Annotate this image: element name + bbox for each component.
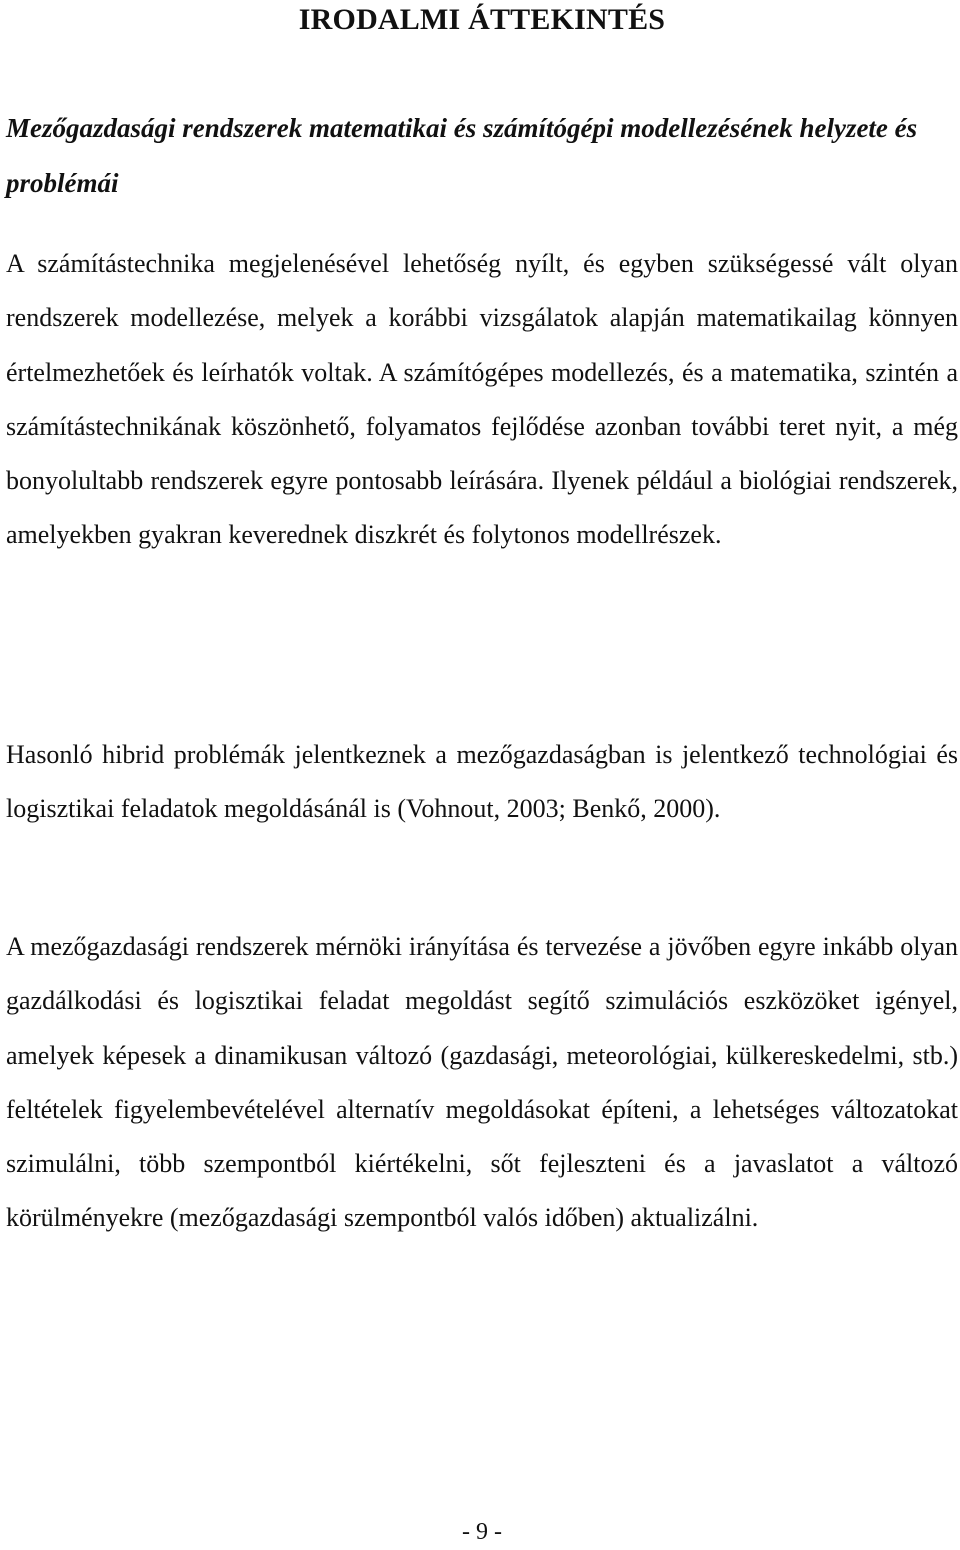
chapter-title: IRODALMI ÁTTEKINTÉS: [298, 3, 666, 36]
section-title: Mezőgazdasági rendszerek matematikai és számítógépi modellezésének helyzete és problémái: [6, 113, 918, 198]
body-paragraph: Hasonló hibrid problémák jelentkeznek a mezőgazdaságban is jelentkező technológiai és logisztikai feladatok megoldásánál is (Vohnout, 2003; Benkő, 2000).: [6, 740, 958, 824]
body-paragraph: A mezőgazdasági rendszerek mérnöki irányítása és tervezése a jövőben egyre inkább olyan gazdálkodási és logisztikai feladat megoldást segítő szimulációs eszközöket igényel, amelyek képesek a dinamikusan változó (gazdasági, meteorológiai, külkereskedelmi, stb.) feltételek figyelembevételével alternatív megoldásokat építeni, a lehetséges változatokat szimulálni, több szempontból kiértékelni, sőt fejleszteni és a javaslatot a változó körülményekre (mezőgazdasági szempontból valós időben) aktualizálni.: [6, 932, 958, 1233]
page-number: - 9 -: [462, 1519, 502, 1545]
body-paragraph: A számítástechnika megjelenésével lehetőség nyílt, és egyben szükségessé vált olyan rendszerek modellezése, melyek a korábbi vizsgálatok alapján matematikailag könnyen értelmezhetőek és leírhatók voltak. A számítógépes modellezés, és a matematika, szintén a számítástechnikának köszönhető, folyamatos fejlődése azonban további teret nyit, a még bonyolultabb rendszerek egyre pontosabb leírására. Ilyenek például a biológiai rendszerek, amelyekben gyakran keverednek diszkrét és folytonos modellrészek.: [6, 249, 958, 550]
document-page: [6, 0, 958, 1550]
